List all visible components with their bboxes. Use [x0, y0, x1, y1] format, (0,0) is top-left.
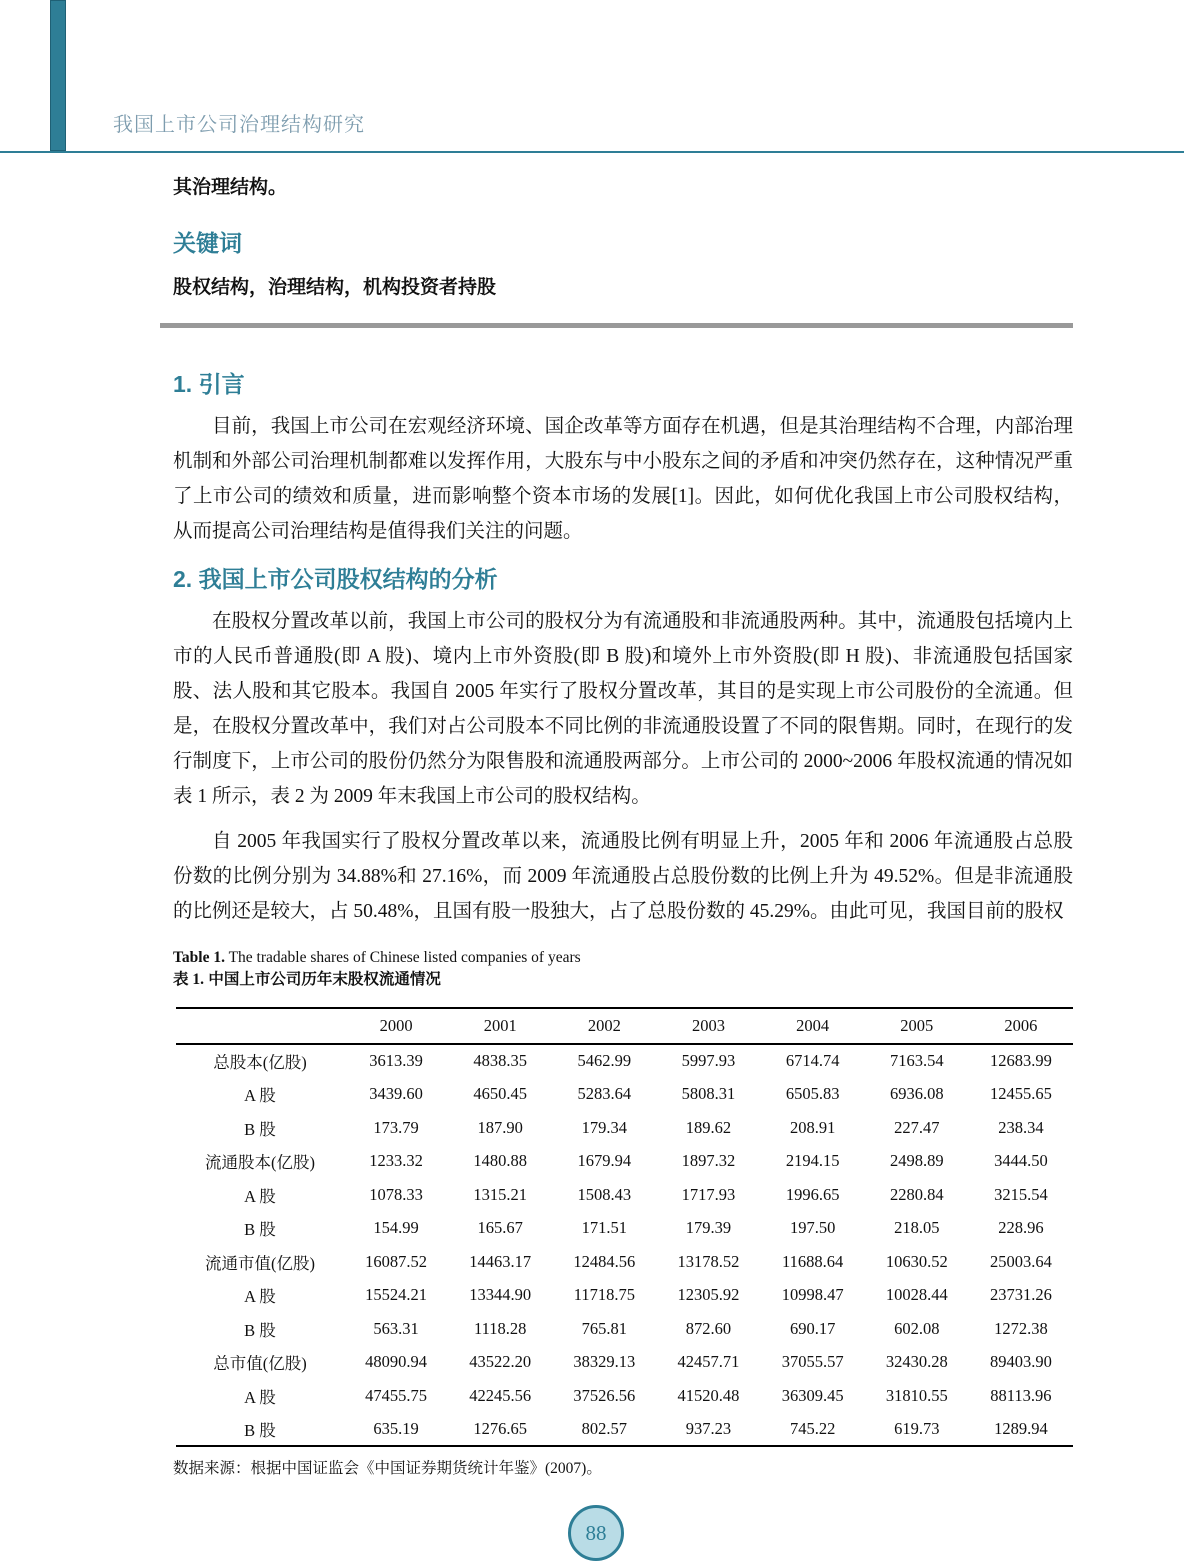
- year-column-header: 2004: [761, 1008, 865, 1044]
- row-label-cell: B 股: [244, 1320, 276, 1340]
- table-body: [176, 1044, 1073, 1446]
- keywords-heading: 关键词: [173, 230, 242, 256]
- value-cell: 227.47: [894, 1117, 940, 1137]
- section-1-heading: 1. 引言: [173, 371, 245, 397]
- value-cell: 635.19: [373, 1418, 419, 1438]
- value-cell: 15524.21: [365, 1285, 427, 1305]
- table-row: [176, 1245, 1073, 1279]
- value-cell: 10998.47: [781, 1285, 844, 1305]
- value-cell: 802.57: [581, 1418, 628, 1438]
- table-header: [176, 1008, 1073, 1044]
- table-row: [176, 1312, 1073, 1346]
- table-row: [176, 1279, 1073, 1313]
- value-cell: 228.96: [998, 1218, 1044, 1238]
- year-column-header: 2005: [865, 1008, 969, 1044]
- value-cell: 165.67: [477, 1218, 523, 1238]
- value-cell: 42245.56: [469, 1385, 532, 1405]
- section-1-paragraph: 目前，我国上市公司在宏观经济环境、国企改革等方面存在机遇，但是其治理结构不合理，内部治理机制和外部公司治理机制都难以发挥作用，大股东与中小股东之间的矛盾和冲突仍然存在，这种情况严重了上市公司的绩效和质量，进而影响整个资本市场的发展[1]。因此，如何优化我国上市公司股权结构，从而提高公司治理结构是值得我们关注的问题。: [173, 416, 1073, 542]
- value-cell: 208.91: [789, 1117, 836, 1137]
- table-row: [176, 1212, 1073, 1246]
- table-row: [176, 1111, 1073, 1145]
- section-divider: [160, 323, 1073, 328]
- value-cell: 38329.13: [573, 1352, 636, 1372]
- section-2-heading: 2. 我国上市公司股权结构的分析: [173, 566, 498, 592]
- value-cell: 1717.93: [681, 1184, 736, 1204]
- table-row: [176, 1044, 1073, 1078]
- table-header-row: [176, 1008, 1073, 1044]
- value-cell: 37526.56: [573, 1385, 636, 1405]
- value-cell: 10028.44: [885, 1285, 948, 1305]
- value-cell: 1233.32: [369, 1151, 423, 1171]
- row-label-cell: A 股: [244, 1387, 276, 1407]
- section-2-paragraph-1: 在股权分置改革以前，我国上市公司的股权分为有流通股和非流通股两种。其中，流通股包括境内上市的人民币普通股(即 A 股)、境内上市外资股(即 B 股)和境外上市外资股(即 H 股)、非流通股包括国家股、法人股和其它股本。我国自 2005 年实行了股权分置改革，其目的是实现上市公司股份的全流通。但是，在股权分置改革中，我们对占公司股本不同比例的非流通股设置了不同的限售期。同时，在现行的发行制度下，上市公司的股份仍然分为限售股和流通股两部分。上市公司的 2000~2006 年股权流通的情况如表 1 所示，表 2 为 2009 年末我国上市公司的股权结构。: [173, 611, 1073, 807]
- value-cell: 1078.33: [369, 1184, 423, 1204]
- value-cell: 2194.15: [785, 1151, 840, 1171]
- value-cell: 1315.21: [473, 1184, 528, 1204]
- table-row: [176, 1379, 1073, 1413]
- value-cell: 563.31: [373, 1318, 419, 1338]
- value-cell: 12484.56: [573, 1251, 636, 1271]
- table-caption-zh: [173, 969, 1073, 991]
- value-cell: 12455.65: [989, 1084, 1052, 1104]
- value-cell: 6505.83: [785, 1084, 840, 1104]
- value-cell: 7163.54: [889, 1051, 944, 1071]
- value-cell: 3215.54: [994, 1184, 1048, 1204]
- value-cell: 36309.45: [781, 1385, 844, 1405]
- tradable-shares-table: [176, 1007, 1073, 1447]
- value-cell: 187.90: [477, 1117, 523, 1137]
- value-cell: 1272.38: [994, 1318, 1048, 1338]
- value-cell: 179.34: [581, 1117, 628, 1137]
- value-cell: 745.22: [789, 1418, 836, 1438]
- table-source-note: 数据来源：根据中国证监会《中国证券期货统计年鉴》(2007)。: [173, 1460, 602, 1477]
- page-footer: [568, 1505, 624, 1561]
- value-cell: 3444.50: [994, 1151, 1048, 1171]
- table-row: [176, 1178, 1073, 1212]
- value-cell: 12305.92: [677, 1285, 740, 1305]
- value-cell: 37055.57: [781, 1352, 844, 1372]
- value-cell: 173.79: [373, 1117, 419, 1137]
- value-cell: 4838.35: [473, 1051, 528, 1071]
- value-cell: 5462.99: [577, 1051, 632, 1071]
- value-cell: 3613.39: [369, 1051, 423, 1071]
- row-label-cell: B 股: [244, 1420, 276, 1440]
- value-cell: 1996.65: [785, 1184, 840, 1204]
- value-cell: 1897.32: [681, 1151, 736, 1171]
- running-head: 我国上市公司治理结构研究: [113, 114, 365, 136]
- label-column-header: [176, 1008, 344, 1044]
- table-caption-en-label: Table 1.: [173, 949, 225, 966]
- table-row: [176, 1145, 1073, 1179]
- value-cell: 88113.96: [990, 1385, 1052, 1405]
- value-cell: 13178.52: [677, 1251, 740, 1271]
- row-label-cell: 流通市值(亿股): [205, 1253, 315, 1273]
- value-cell: 14463.17: [469, 1251, 532, 1271]
- value-cell: 13344.90: [469, 1285, 532, 1305]
- value-cell: 41520.48: [677, 1385, 740, 1405]
- value-cell: 3439.60: [369, 1084, 423, 1104]
- row-label-cell: A 股: [244, 1086, 276, 1106]
- page-number-badge: 88: [568, 1505, 624, 1561]
- value-cell: 48090.94: [365, 1352, 427, 1372]
- value-cell: 189.62: [685, 1117, 732, 1137]
- value-cell: 154.99: [373, 1218, 419, 1238]
- keywords-text: 股权结构，治理结构，机构投资者持股: [173, 277, 497, 298]
- value-cell: 238.34: [998, 1117, 1044, 1137]
- value-cell: 6714.74: [785, 1051, 840, 1071]
- value-cell: 31810.55: [885, 1385, 948, 1405]
- value-cell: 171.51: [581, 1218, 628, 1238]
- value-cell: 89403.90: [989, 1352, 1052, 1372]
- value-cell: 872.60: [685, 1318, 732, 1338]
- value-cell: 42457.71: [677, 1352, 740, 1372]
- value-cell: 43522.20: [469, 1352, 532, 1372]
- value-cell: 5997.93: [681, 1051, 736, 1071]
- table-row: [176, 1078, 1073, 1112]
- value-cell: 218.05: [894, 1218, 940, 1238]
- row-label-cell: B 股: [244, 1220, 276, 1240]
- value-cell: 690.17: [789, 1318, 836, 1338]
- value-cell: 23731.26: [989, 1285, 1052, 1305]
- value-cell: 32430.28: [885, 1352, 948, 1372]
- row-label-cell: 总股本(亿股): [213, 1053, 307, 1073]
- year-column-header: 2003: [656, 1008, 760, 1044]
- value-cell: 5283.64: [577, 1084, 632, 1104]
- table-caption-en-text: The tradable shares of Chinese listed companies of years: [224, 949, 581, 966]
- value-cell: 16087.52: [365, 1251, 427, 1271]
- row-label-cell: A 股: [244, 1186, 276, 1206]
- row-label-cell: B 股: [244, 1119, 276, 1139]
- value-cell: 5808.31: [681, 1084, 736, 1104]
- value-cell: 2498.89: [889, 1151, 944, 1171]
- year-column-header: 2002: [552, 1008, 656, 1044]
- value-cell: 1276.65: [473, 1418, 528, 1438]
- value-cell: 619.73: [894, 1418, 940, 1438]
- row-label-cell: A 股: [244, 1287, 276, 1307]
- value-cell: 11718.75: [573, 1285, 635, 1305]
- value-cell: 25003.64: [989, 1251, 1052, 1271]
- row-label-cell: 流通股本(亿股): [205, 1153, 315, 1173]
- value-cell: 10630.52: [885, 1251, 948, 1271]
- value-cell: 765.81: [581, 1318, 628, 1338]
- value-cell: 1480.88: [473, 1151, 528, 1171]
- table-caption-zh-label: 表 1.: [173, 971, 205, 988]
- year-column-header: 2001: [448, 1008, 552, 1044]
- value-cell: 1118.28: [474, 1318, 527, 1338]
- section-2-paragraph-2: 自 2005 年我国实行了股权分置改革以来，流通股比例有明显上升，2005 年和 2006 年流通股占总股份数的比例分别为 34.88%和 27.16%，而 2009 年流通股占总股份数的比例上升为 49.52%。但是非流通股的比例还是较大，占 50.48%，且国有股一股独大，占了总股份数的 45.29%。由此可见，我国目前的股权: [173, 831, 1073, 922]
- row-label-cell: 总市值(亿股): [213, 1354, 307, 1374]
- value-cell: 6936.08: [889, 1084, 944, 1104]
- value-cell: 937.23: [685, 1418, 732, 1438]
- value-cell: 47455.75: [365, 1385, 427, 1405]
- abstract-fragment: 其治理结构。: [173, 177, 288, 198]
- header-rule: [0, 151, 1184, 153]
- year-column-header: 2006: [969, 1008, 1073, 1044]
- table-caption-zh-text: 中国上市公司历年末股权流通情况: [204, 971, 441, 988]
- value-cell: 602.08: [894, 1318, 940, 1338]
- value-cell: 197.50: [789, 1218, 836, 1238]
- table-row: [176, 1413, 1073, 1447]
- value-cell: 1289.94: [994, 1418, 1048, 1438]
- table-caption-en: [173, 947, 1073, 969]
- table-captions: [173, 947, 1073, 991]
- value-cell: 12683.99: [989, 1051, 1052, 1071]
- value-cell: 1508.43: [577, 1184, 632, 1204]
- page-content: [173, 164, 1073, 1478]
- value-cell: 1679.94: [577, 1151, 632, 1171]
- value-cell: 11688.64: [782, 1251, 844, 1271]
- side-accent-bar: [50, 0, 66, 151]
- table-row: [176, 1346, 1073, 1380]
- value-cell: 4650.45: [473, 1084, 528, 1104]
- year-column-header: 2000: [344, 1008, 448, 1044]
- value-cell: 2280.84: [889, 1184, 944, 1204]
- value-cell: 179.39: [685, 1218, 732, 1238]
